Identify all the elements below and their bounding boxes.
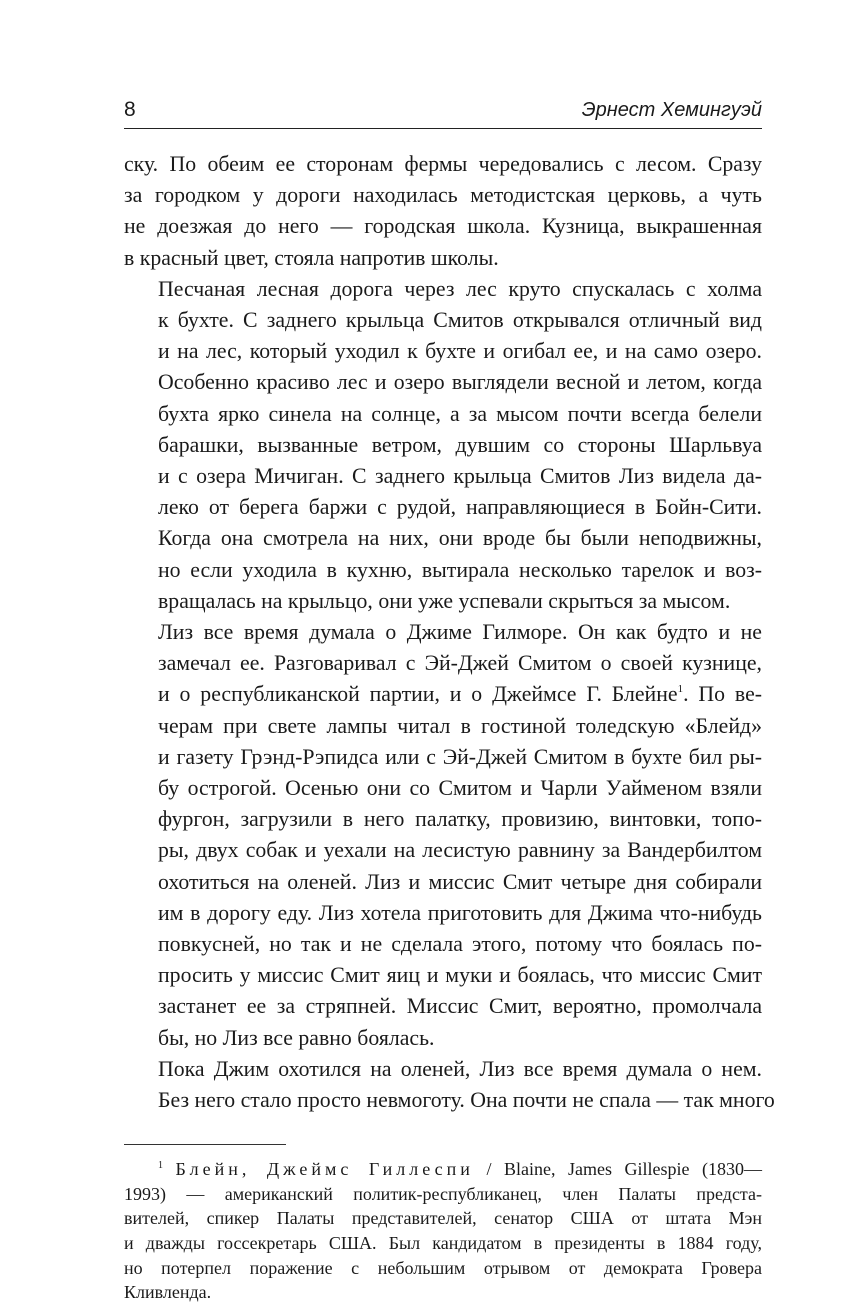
footnote-line: вителей, спикер Палаты представителей, сенатор США от штата Мэн [124, 1208, 762, 1229]
footnote-name: Блейн, Джеймс Гиллеспи [175, 1159, 474, 1180]
paragraph-4 [124, 1054, 775, 1116]
text-line: и с озера Мичиган. С заднего крыльца Смитов Лиз видела да- [158, 464, 762, 489]
text-line: ску. По обеим ее сторонам фермы чередовались с лесом. Сразу [124, 152, 762, 176]
text-line: и газету Грэнд-Рэпидса или с Эй-Джей Смитом в бухте бил ры- [158, 744, 762, 769]
text-line: Лиз все время думала о Джиме Гилморе. Он как будто и не [158, 620, 762, 645]
running-title: Эрнест Хемингуэй [581, 99, 762, 121]
text-line: Без него стало просто невмоготу. Она почти не спала — так много [158, 1088, 775, 1113]
text-line: в красный цвет, стояла напротив школы. [124, 245, 499, 270]
text-line: за городком у дороги находилась методистская церковь, а чуть [124, 183, 762, 208]
footnote-line: и дважды госсекретарь США. Был кандидатом в президенты в 1884 году, [124, 1233, 762, 1254]
text-line: охотиться на оленей. Лиз и миссис Смит четыре дня собирали [158, 869, 762, 894]
text-line: Особенно красиво лес и озеро выглядели весной и летом, когда [158, 370, 762, 395]
text-line: Когда она смотрела на них, они вроде бы были неподвижны, [158, 526, 762, 551]
footnote-line: но потерпел поражение с небольшим отрывом от демократа Гровера [124, 1257, 762, 1278]
text-line: Пока Джим охотился на оленей, Лиз все время думала о нем. [158, 1056, 762, 1081]
page-number: 8 [124, 98, 136, 121]
footnote-line: Кливленда. [124, 1282, 212, 1303]
paragraph-1 [124, 149, 762, 274]
text-line: но если уходила в кухню, вытирала несколько тарелок и воз- [158, 557, 762, 582]
text-line-with-footnote-ref [124, 679, 762, 710]
footnote-divider [124, 1144, 286, 1145]
text-line: замечал ее. Разговаривал с Эй-Джей Смитом о своей кузнице, [158, 651, 762, 676]
text-line: ры, двух собак и уехали на лесистую равнину за Вандербилтом [158, 838, 762, 863]
footnote-line [124, 1157, 762, 1182]
text-line: бу острогой. Осенью они со Смитом и Чарли Уайменом взяли [158, 776, 762, 801]
text-line: леко от берега баржи с рудой, направляющиеся в Бойн-Сити. [158, 495, 762, 520]
body-text [124, 149, 775, 1116]
text-line: застанет ее за стряпней. Миссис Смит, вероятно, промолчала [158, 994, 762, 1019]
text-line: Песчаная лесная дорога через лес круто спускалась с холма [158, 276, 762, 301]
text-line: и на лес, который уходил к бухте и огибал ее, и на само озеро. [158, 339, 762, 364]
text-line: вращалась на крыльцо, они уже успевали скрыться за мысом. [158, 588, 731, 613]
text-line: бухта ярко синела на солнце, а за мысом почти всегда белели [158, 401, 762, 426]
text-line: им в дорогу еду. Лиз хотела приготовить для Джима что-нибудь [158, 900, 762, 925]
footnote [124, 1157, 762, 1305]
footnote-marker: 1 [158, 1160, 163, 1172]
text-line: просить у миссис Смит яиц и муки и боялась, что миссис Смит [158, 963, 762, 988]
text-line: к бухте. С заднего крыльца Смитов открывался отличный вид [158, 308, 762, 333]
paragraph-2 [124, 274, 762, 617]
text-fragment: . По ве- [683, 682, 762, 707]
text-line: черам при свете лампы читал в гостиной толедскую «Блейд» [158, 713, 762, 738]
footnote-line: 1993) — американский политик-республиканец, член Палаты предста- [124, 1183, 762, 1204]
text-line: бы, но Лиз все равно боялась. [158, 1025, 435, 1050]
text-fragment: и о республиканской партии, и о Джеймсе Г. Блейне [158, 682, 678, 707]
text-line: барашки, вызванные ветром, дувшим со стороны Шарльвуа [158, 432, 762, 457]
footnote-reference[interactable]: 1 [677, 683, 684, 696]
paragraph-3 [124, 617, 762, 1054]
text-line: фургон, загрузили в него палатку, провизию, винтовки, топо- [158, 807, 762, 832]
book-page [124, 96, 775, 1305]
text-line: не доезжая до него — городская школа. Кузница, выкрашенная [124, 214, 762, 239]
running-header [124, 96, 762, 129]
text-line: повкусней, но так и не сделала этого, потому что боялась по- [158, 932, 762, 957]
footnote-text: / Blaine, James Gillespie (1830— [486, 1159, 763, 1180]
